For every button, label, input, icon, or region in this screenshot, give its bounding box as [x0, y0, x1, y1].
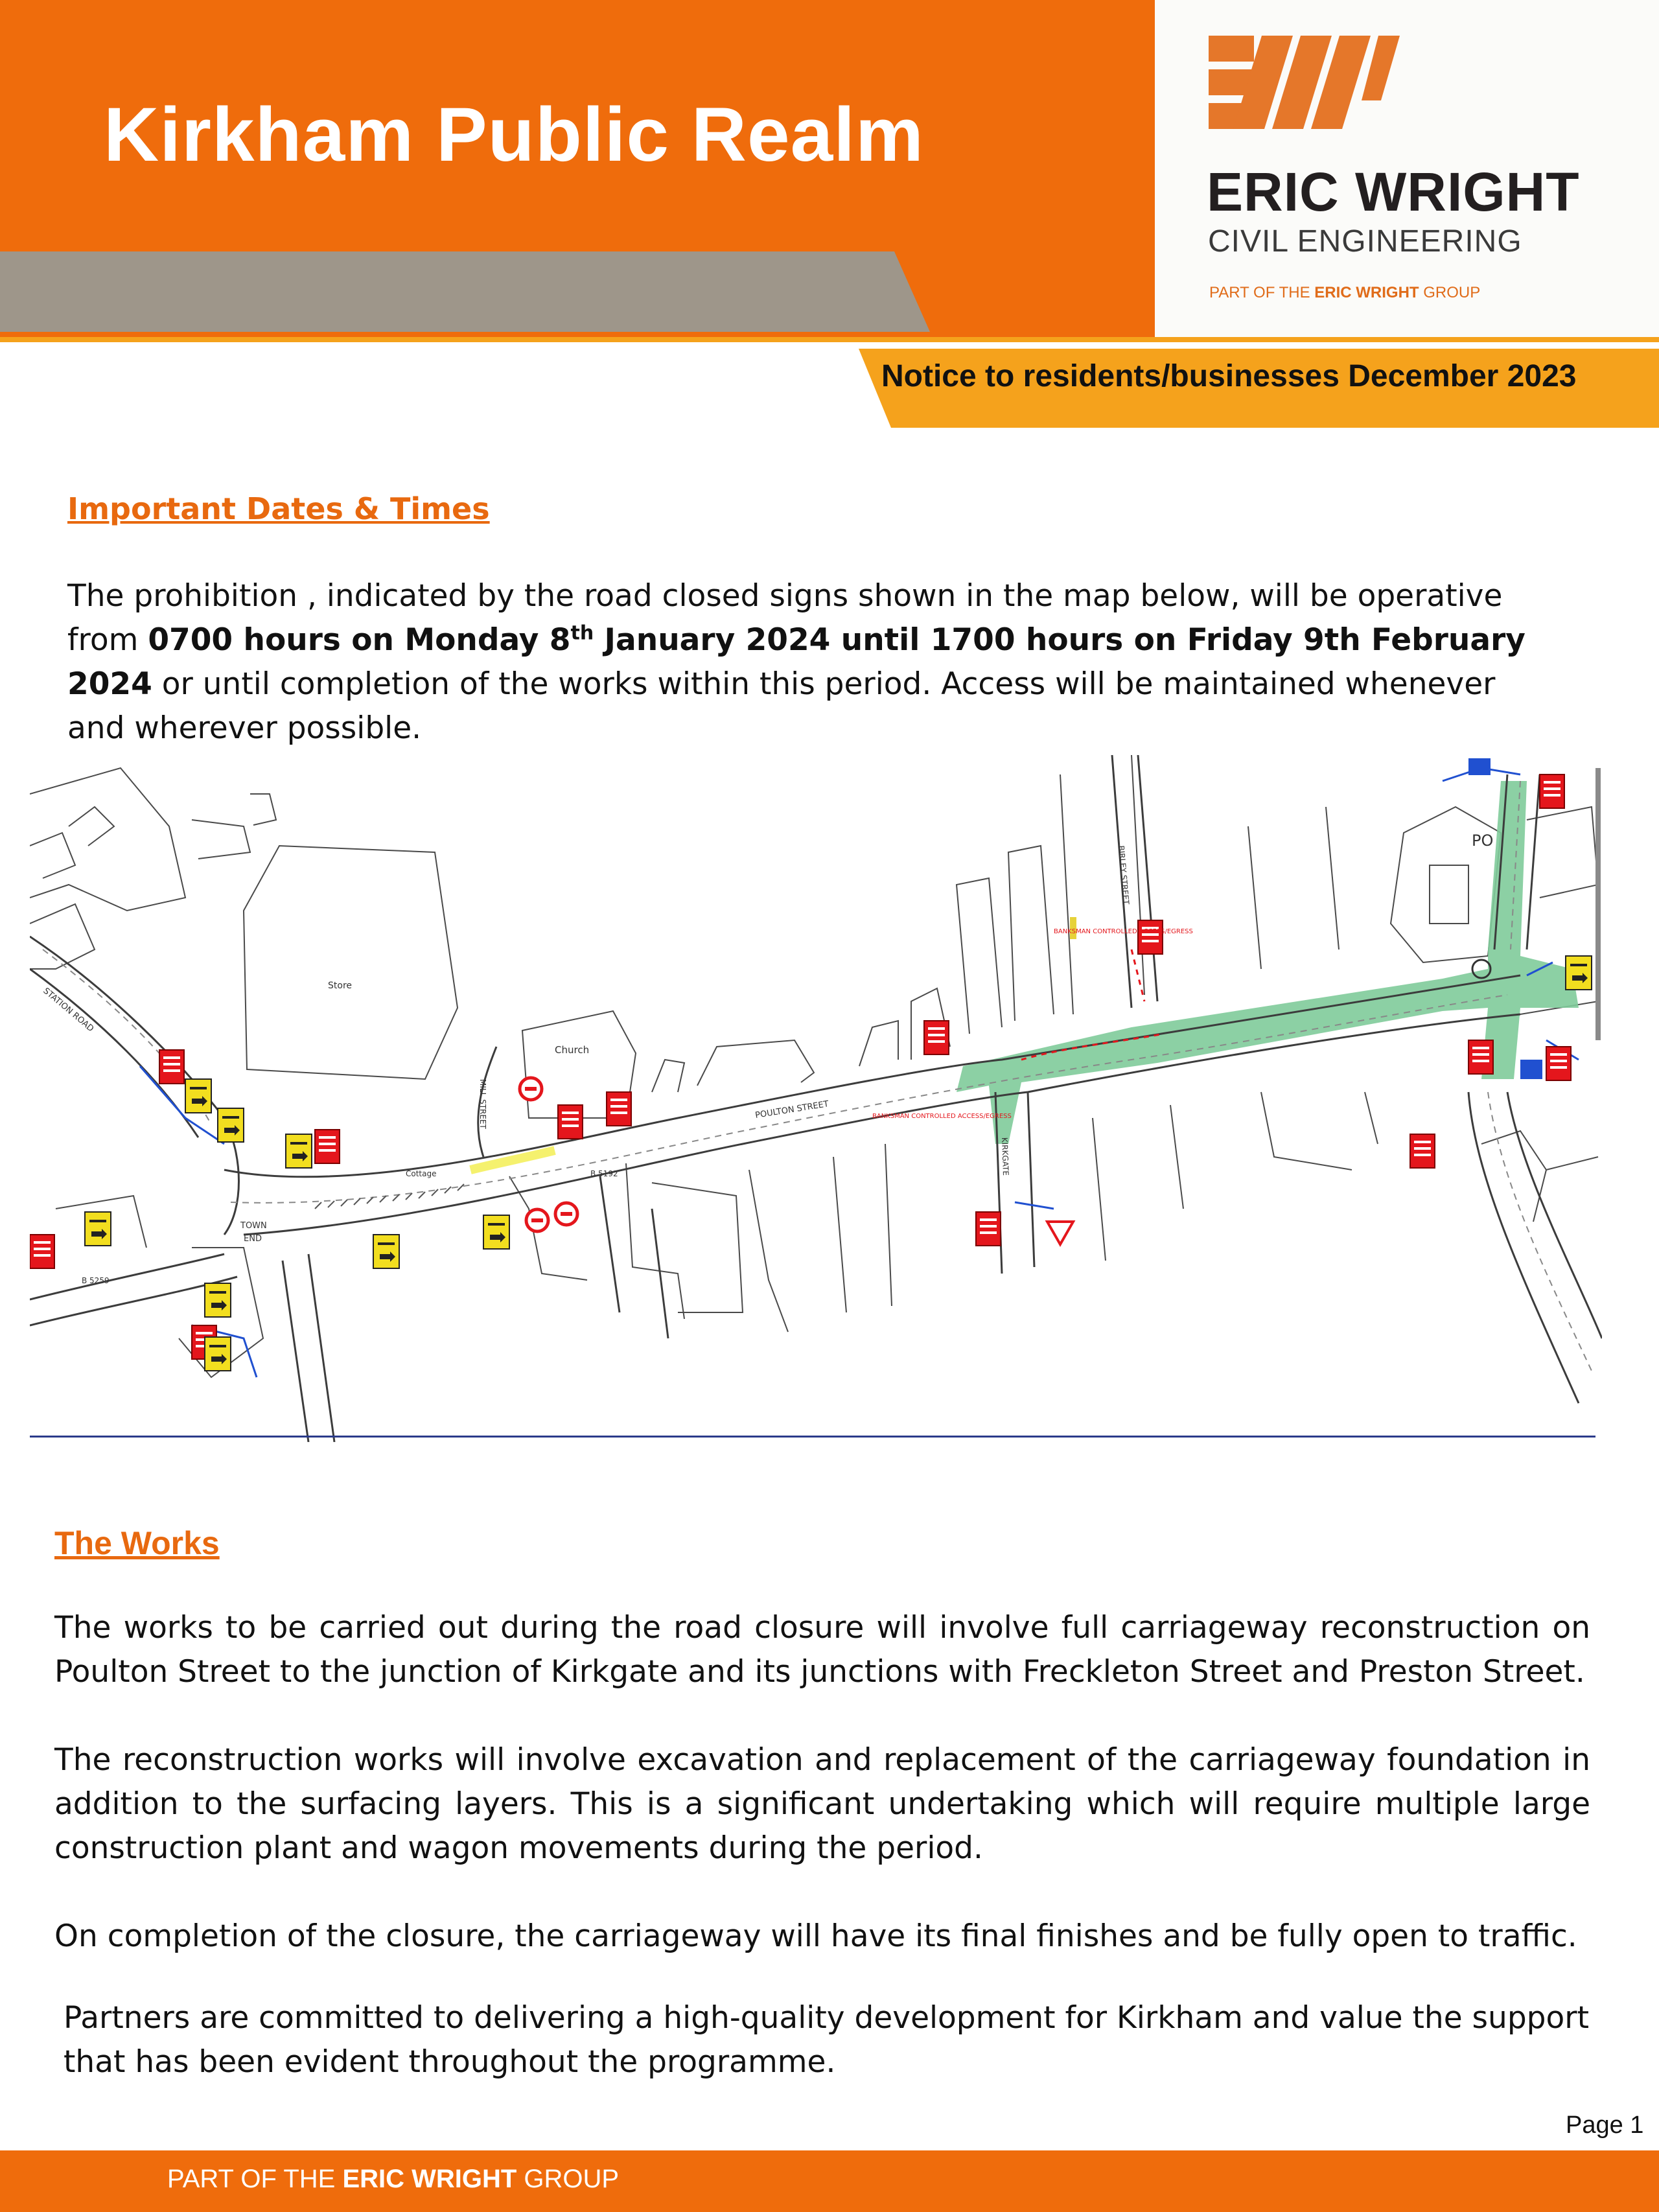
page-title: Kirkham Public Realm — [104, 92, 924, 178]
keep-right-sign-icon — [1520, 1060, 1542, 1079]
map-label-station-road: STATION ROAD — [41, 986, 96, 1034]
map-label-town: TOWN — [240, 1221, 267, 1231]
footer-group-suffix: GROUP — [516, 2165, 620, 2193]
map-label-kirkgate: KIRKGATE — [1000, 1137, 1011, 1176]
map-label-controlled-access-south: BANKSMAN CONTROLLED ACCESS/EGRESS — [872, 1113, 1012, 1120]
footer-group-name: ERIC WRIGHT — [342, 2165, 517, 2193]
eric-wright-logo-mark-icon — [1209, 36, 1403, 146]
logo-group-name: ERIC WRIGHT — [1314, 284, 1419, 301]
notice-label: Notice to residents/businesses December 2023 — [881, 359, 1577, 393]
footer-group-line — [167, 2165, 619, 2194]
give-way-sign-icon — [1047, 1222, 1073, 1244]
page-number: Page 1 — [1566, 2112, 1644, 2139]
map-label-poulton-street: POULTON STREET — [754, 1099, 830, 1121]
closure-bold-2: January 2024 until 1700 hours on Friday 9th February 2024 — [67, 622, 1526, 702]
works-paragraph-2: The reconstruction works will involve excavation and replacement of the carriageway foundation in addition to the surfacing layers. This is a significant undertaking which will require multiple large construction plant and wagon movements during the period. — [54, 1742, 1590, 1866]
road-closed-signs — [30, 774, 1571, 1359]
footer-group-prefix: PART OF THE — [167, 2165, 343, 2193]
diversion-route — [140, 768, 1579, 1377]
works-paragraph-4: Partners are committed to delivering a high-quality development for Kirkham and value the support that has been evident throughout the programme. — [64, 2000, 1589, 2080]
map-label-cottage: Cottage — [406, 1169, 437, 1178]
the-works-heading: The Works — [54, 1525, 220, 1561]
logo-brand: ERIC WRIGHT — [1207, 161, 1580, 222]
header-divider — [0, 337, 1659, 342]
works-paragraph-3: On completion of the closure, the carriageway will have its final finishes and be fully open to traffic. — [54, 1918, 1577, 1954]
map-label-church: Church — [555, 1044, 590, 1056]
works-paragraph-1: The works to be carried out during the road closure will involve full carriageway reconstruction on Poulton Street to the junction of Kirkgate and its junctions with Freckleton Street and Preston Street. — [54, 1610, 1590, 1690]
logo-group-suffix: GROUP — [1419, 284, 1481, 301]
logo-subtitle: CIVIL ENGINEERING — [1208, 224, 1522, 259]
map-centre-lines — [43, 781, 1592, 1371]
important-dates-heading: Important Dates & Times — [67, 491, 490, 526]
map-edge-bar — [1595, 768, 1601, 1040]
map-label-end: END — [244, 1234, 262, 1244]
map-bottom-rule — [30, 1436, 1595, 1438]
road-closure-map — [30, 755, 1602, 1442]
keep-left-sign-icon — [1468, 758, 1491, 775]
map-label-b5259: B 5259 — [82, 1276, 110, 1285]
map-buildings — [30, 755, 1598, 1377]
closure-text-1: The prohibition , indicated by the road closed signs shown in the map below, will be operative from — [67, 578, 1503, 658]
map-label-mill-street: MILL STREET — [478, 1079, 487, 1129]
header-grey-stripe — [0, 251, 930, 332]
map-label-birley-street: BIRLEY STREET — [1117, 845, 1131, 905]
map-label-store: Store — [328, 981, 353, 991]
closure-bold-sup: th — [570, 622, 594, 645]
logo-group-line — [1209, 284, 1480, 302]
closure-dates-paragraph — [67, 574, 1526, 751]
closure-bold-1: 0700 hours on Monday 8 — [148, 622, 571, 658]
map-hatched-area — [315, 1184, 464, 1209]
map-label-controlled-access-north: BANKSMAN CONTROLLED ACCESS/EGRESS — [1054, 928, 1193, 935]
map-label-b5192: B 5192 — [590, 1169, 618, 1178]
logo-group-prefix: PART OF THE — [1209, 284, 1315, 301]
map-label-po: PO — [1472, 832, 1494, 850]
closure-text-2: or until completion of the works within this period. Access will be maintained whenever and wherever possible. — [67, 666, 1496, 746]
